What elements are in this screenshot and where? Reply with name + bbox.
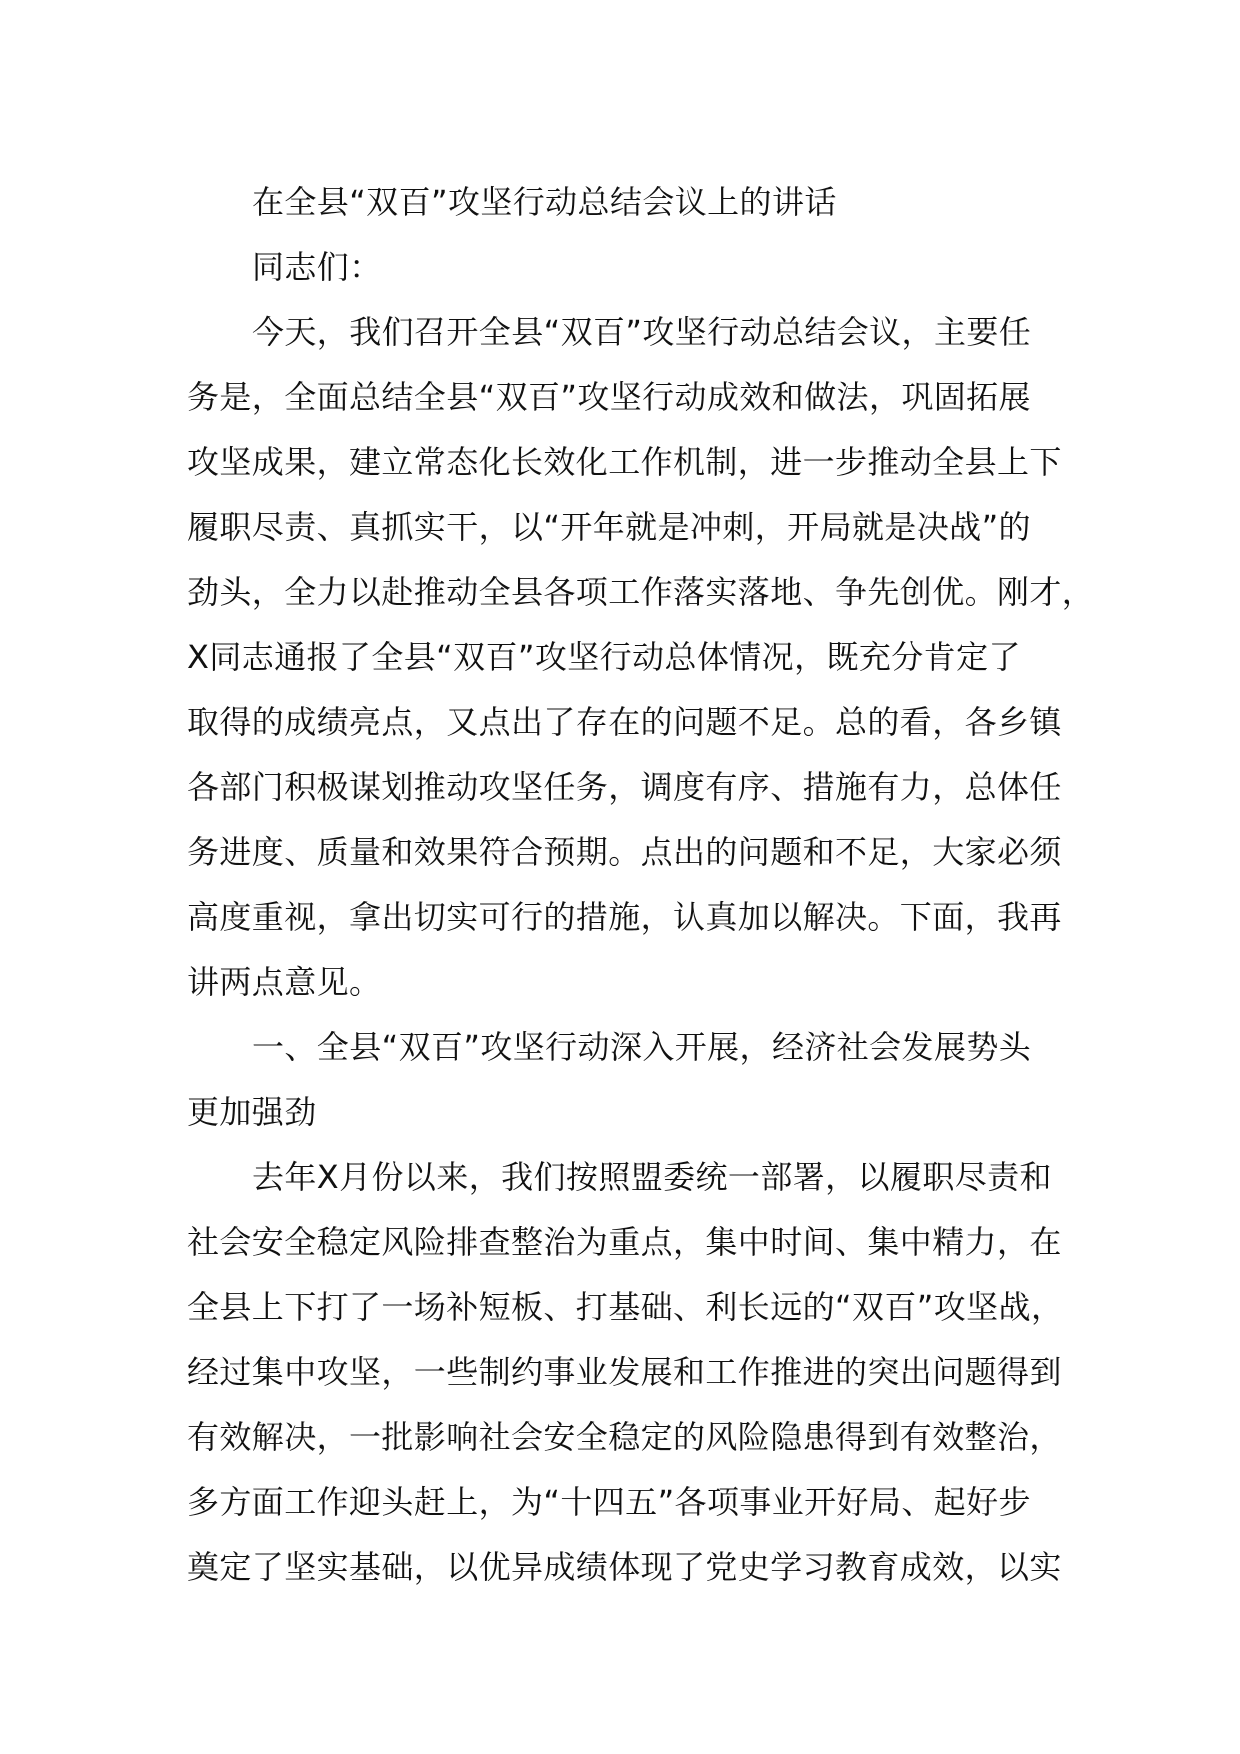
salutation: [187, 235, 1085, 300]
text-line: 各部门积极谋划推动攻坚任务，调度有序、措施有力，总体任: [187, 768, 1062, 806]
text-line: 奠定了坚实基础，以优异成绩体现了党史学习教育成效，以实: [187, 1548, 1062, 1586]
heading-line: 一、全县“双百”攻坚行动深入开展，经济社会发展势头: [252, 1028, 1032, 1066]
heading-line: 更加强劲: [187, 1093, 317, 1131]
text-line: X同志通报了全县“双百”攻坚行动总体情况，既充分肯定了: [187, 638, 1021, 676]
paragraph-opening: [187, 300, 1095, 1015]
text-line: 多方面工作迎头赶上，为“十四五”各项事业开好局、起好步: [187, 1483, 1031, 1521]
section-heading-1: [187, 1015, 1085, 1145]
text-line: 劲头，全力以赴推动全县各项工作落实落地、争先创优。刚才，: [187, 573, 1095, 611]
text-line: 讲两点意见。: [187, 963, 382, 1001]
text-line: 去年X月份以来，我们按照盟委统一部署，以履职尽责和: [252, 1158, 1052, 1196]
text-line: 社会安全稳定风险排查整治为重点，集中时间、集中精力，在: [187, 1223, 1062, 1261]
document-page: [187, 170, 1095, 1600]
text-line: 取得的成绩亮点，又点出了存在的问题不足。总的看，各乡镇: [187, 703, 1062, 741]
text-line: 有效解决，一批影响社会安全稳定的风险隐患得到有效整治，: [187, 1418, 1062, 1456]
document-title: [187, 170, 1085, 235]
text-line: 今天，我们召开全县“双百”攻坚行动总结会议，主要任: [252, 313, 1032, 351]
text-line: 经过集中攻坚，一些制约事业发展和工作推进的突出问题得到: [187, 1353, 1062, 1391]
text-line: 务是，全面总结全县“双百”攻坚行动成效和做法，巩固拓展: [187, 378, 1031, 416]
title-line: 在全县“双百”攻坚行动总结会议上的讲话: [252, 183, 837, 221]
text-line: 务进度、质量和效果符合预期。点出的问题和不足，大家必须: [187, 833, 1062, 871]
text-line: 攻坚成果，建立常态化长效化工作机制，进一步推动全县上下: [187, 443, 1062, 481]
text-line: 高度重视，拿出切实可行的措施，认真加以解决。下面，我再: [187, 898, 1062, 936]
salutation-line: 同志们：: [252, 248, 382, 286]
paragraph-section-1: [187, 1145, 1085, 1600]
text-line: 履职尽责、真抓实干，以“开年就是冲刺，开局就是决战”的: [187, 508, 1031, 546]
text-line: 全县上下打了一场补短板、打基础、利长远的“双百”攻坚战，: [187, 1288, 1064, 1326]
